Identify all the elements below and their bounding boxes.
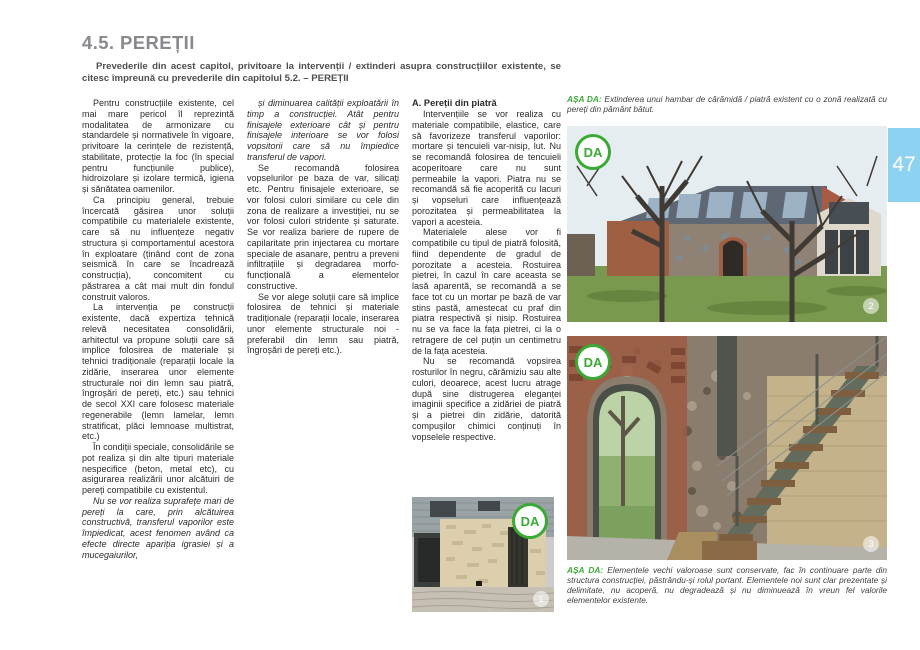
- body-paragraph-italic: Nu se vor realiza suprafețe mari de pereți la care, prin alcătuirea constructivă, transferul vaporilor este împiedicat, acest fenomen având ca efecte directe apariția igrasiei și a mucegaiurilor,: [82, 495, 234, 560]
- body-paragraph: Intervențiile se vor realiza cu materiale compatibile, elastice, care să favorizeze transferul vaporilor: mortare și tencuieli var-nisip, lut. Nu se recomandă folosirea de tencuieli acoperitoare care nu sunt permeabile la vapori. Piatra nu se recomandă să fie acoperită cu lacuri și vopseluri care influențează porozitatea și permeabilitatea la vapori a acesteia.: [412, 109, 561, 227]
- section-heading: A. Pereții din piatră: [412, 98, 497, 108]
- text-column-3: [412, 98, 561, 442]
- intro-paragraph: Prevederile din acest capitol, privitoare la intervenții / extinderi asupra construcțiilor existente, se citesc împreună cu prevederile din capitolul 5.2. – PEREȚII: [82, 61, 561, 85]
- body-paragraph: În condiții speciale, consolidările se pot realiza și din alte tipuri materiale nespecifice (beton, metal etc), cu asigurarea realizării unor alcătuiri de pereți compatibile cu existentul.: [82, 442, 234, 495]
- body-paragraph: La intervenția pe construcții existente, dacă expertiza tehnică relevă necesitatea consolidării, arhitectul va propune soluții care să implice folosirea de materiale și tehnici tradiționale (reparații locale la zidărie, inserarea unor elemente structurale noi din lemn sau piatră, îngroșări de pereți, etc.) sau tehnici de secol XXI care folosesc materiale regenerabile (lemn lamelar, lemn stratificat, plăci lemnoase multistrat, etc.): [82, 302, 234, 442]
- body-paragraph: Nu se recomandă vopsirea rosturilor în negru, cărămiziu sau alte culori, deoarece, acest lucru atrage după sine distrugerea eleganței imaginii specifice a zidăriei de piatră și a pietrei din zidărie, datorită compușilor chimici conținuți în vopselele respective.: [412, 356, 561, 442]
- page-number-tab: 47: [888, 128, 920, 202]
- da-badge: [575, 344, 611, 380]
- text-column-1: [82, 98, 234, 560]
- body-paragraph: Pentru construcțiile existente, cel mai mare pericol îl reprezintă modalitatea de armonizare cu standardele și normativele în vigoare, privitoare la cerințele de rezistență, stabilitate, protecție la foc (în special pentru funcțiunile publice), hidroizolare și izolare termică, igiena și sănătatea oamenilor.: [82, 98, 234, 194]
- figure-number-badge: 1: [533, 591, 549, 607]
- caption-label: AȘA DA:: [567, 94, 602, 104]
- da-badge: [575, 134, 611, 170]
- figure-caption-top: [567, 95, 887, 115]
- da-badge: [512, 503, 548, 539]
- figure-number-badge: 3: [863, 536, 879, 552]
- figure-caption-bottom: [567, 566, 887, 606]
- figure-interior-stair-photo: [567, 336, 887, 560]
- body-paragraph: Ca principiu general, trebuie încercată găsirea unor soluții compatibile cu materialele existente, care să nu influențeze negativ structura și comportamentul acestora în exploatare (ținând cont de zona seismică în care se încadrează construcția), concomitent cu păstrarea a cât mai mult din fondul construit valoros.: [82, 194, 234, 302]
- da-badge-label: DA: [583, 144, 603, 160]
- da-badge-label: DA: [583, 354, 603, 370]
- body-paragraph: Se vor alege soluții care să implice folosirea de tehnici și materiale tradiționale (reparații locale, inserarea unor elemente structurale noi - preferabil din lemn sau piatră, îngroșări de pereți etc.).: [247, 291, 399, 356]
- figure-stone-facade-photo: [412, 497, 554, 612]
- body-paragraph: Materialele alese vor fi compatibile cu tipul de piatră folosită, fiind dependente de gradul de porozitate a acesteia. Rostuirea pietrei, în cazul în care aceasta se lasă aparentă, se recomandă a se face tot cu un mortar pe bază de var stins pastă, amestecat cu praf din piatra respectivă și nisip. Rostuirea nu se va face la fața pietrei, ci la o retragere de cel puțin un centimetru de la fața acesteia.: [412, 227, 561, 356]
- figure-number-badge: 2: [863, 298, 879, 314]
- body-paragraph: Se recomandă folosirea vopselurilor pe baza de var, silicați etc. Pentru finisajele exterioare, se vor folosi culori similare cu cele din zona de realizare a investiției, nu se vor folosi culori stridente și saturate. Se vor realiza bariere de rupere de capilaritate prin injectarea cu mortare speciale de asanare, pentru a preveni infiltrațiile și degradarea morfo-funcțională a elementelor constructive.: [247, 162, 399, 291]
- caption-text: Elementele vechi valoroase sunt conservate, fac în continuare parte din structura construcției, păstrându-și rolul portant. Elementele noi sunt clar prezentate și delimitate, nu acoperă, nu degradează și nu diminuează în vreun fel valorile elementelor existente.: [567, 565, 887, 605]
- figure-barn-photo: [567, 126, 887, 322]
- body-paragraph-italic: și diminuarea calității exploatării în timp a construcției. Atât pentru finisajele exterioare cât și pentru finisajele interioare se vor folosi vopsitorii care să nu împiedice transferul de vapori.: [247, 98, 399, 162]
- interior-stair-illustration: [567, 336, 887, 560]
- page-title: 4.5. PEREȚII: [82, 32, 195, 53]
- da-badge-label: DA: [520, 513, 540, 529]
- caption-label: AȘA DA:: [567, 565, 604, 575]
- barn-illustration: [567, 126, 887, 322]
- text-column-2: [247, 98, 399, 356]
- caption-text: Extinderea unui hambar de cărămidă / piatră existent cu o zonă realizată cu pereți din pământ bătut.: [567, 94, 888, 114]
